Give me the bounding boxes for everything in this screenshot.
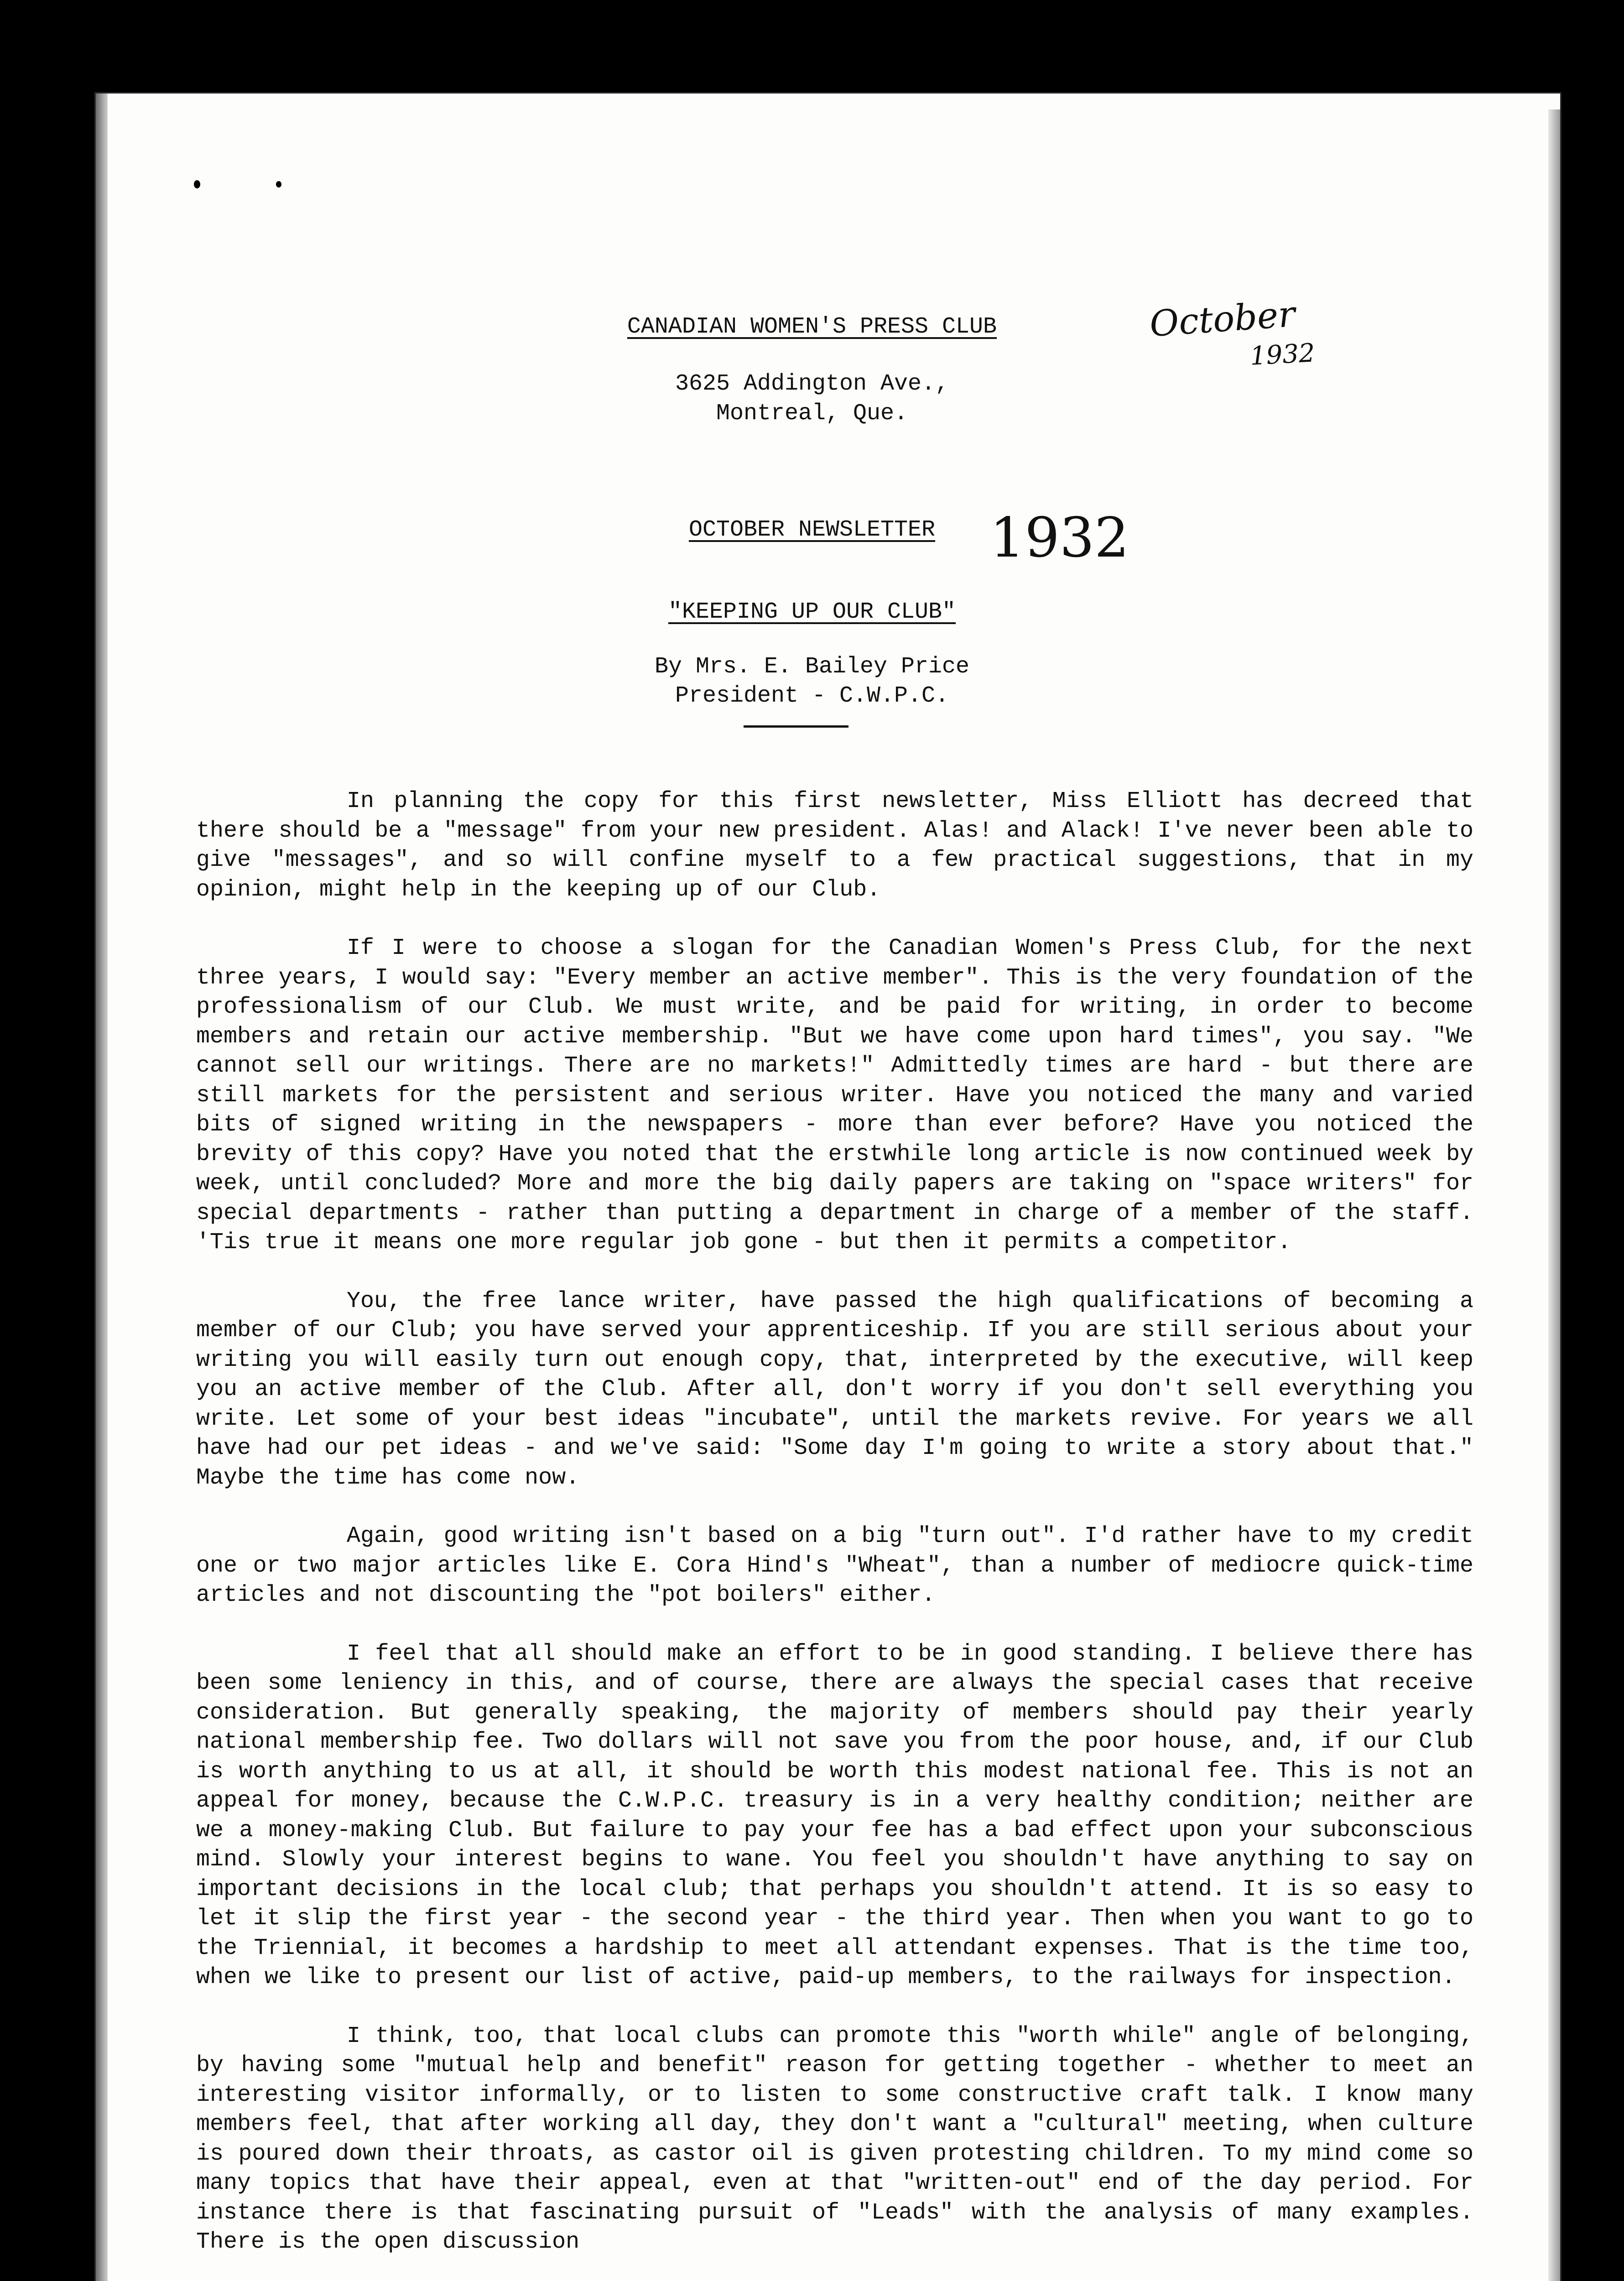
- newsletter-title: OCTOBER NEWSLETTER: [688, 517, 936, 543]
- body-paragraph: I think, too, that local clubs can promote this "worth while" angle of belonging, by having some "mutual help and benefit" reason for getting together - whether to meet an interesting visitor informally, or to listen to some constructive craft talk. I know many members feel, that after working all day, they don't want a "cultural" meeting, when culture is poured down their throats, as castor oil is given protesting children. To my mind come so many topics that have their appeal, even at that "written-out" end of the day period. For instance there is that fascinating pursuit of "Leads" with the analysis of many examples. There is the open discussion: [196, 2023, 1473, 2255]
- body-paragraph: You, the free lance writer, have passed the high qualifications of becoming a member of our Club; you have served your apprenticeship. If you are still serious about your writing you will easily turn out enough copy, that, interpreted by the executive, will keep you an active member of the Club. After all, don't worry if you don't sell everything you write. Let some of your best ideas "incubate", until the markets revive. For years we all have had our pet ideas - and we've said: "Some day I'm going to write a story about that." Maybe the time has come now.: [196, 1288, 1473, 1491]
- address-line-1: 3625 Addington Ave.,: [675, 371, 949, 397]
- punch-mark: [276, 181, 281, 187]
- letter-body: [196, 787, 1473, 2281]
- handwritten-month: October: [1148, 293, 1297, 345]
- address-line-2: Montreal, Que.: [716, 401, 908, 427]
- handwritten-year-small: 1932: [1249, 338, 1316, 371]
- byline: By Mrs. E. Bailey Price: [654, 654, 970, 680]
- page-binding-edge: [96, 94, 108, 2281]
- corner-speck: [1330, 58, 1339, 68]
- punch-mark: [194, 180, 200, 188]
- article-title: "KEEPING UP OUR CLUB": [668, 599, 956, 625]
- title-divider: [744, 725, 848, 728]
- body-paragraph: In planning the copy for this first newsletter, Miss Elliott has decreed that there should be a "message" from your new president. Alas! and Alack! I've never been able to give "messages", and so will confine myself to a few practical suggestions, that in my opinion, might help in the keeping up of our Club.: [196, 788, 1473, 903]
- byline-role: President - C.W.P.C.: [675, 683, 949, 709]
- page-right-edge: [1548, 109, 1560, 2281]
- handwritten-year-large: 1932: [990, 506, 1130, 570]
- body-paragraph: If I were to choose a slogan for the Canadian Women's Press Club, for the next three years, I would say: "Every member an active member". This is the very foundation of the professionalism of our Club. We must write, and be paid for writing, in order to become members and retain our active membership. "But we have come upon hard times", you say. "We cannot sell our writings. There are no markets!" Admittedly times are hard - but there are still markets for the persistent and serious writer. Have you noticed the many and varied bits of signed writing in the newspapers - more than ever before? Have you noticed the brevity of this copy? Have you noted that the erstwhile long article is now continued week by week, until concluded? More and more the big daily papers are taking on "space writers" for special departments - rather than putting a department in charge of a member of the staff. 'Tis true it means one more regular job gone - but then it permits a competitor.: [196, 935, 1473, 1255]
- club-name-heading: CANADIAN WOMEN'S PRESS CLUB: [627, 314, 997, 340]
- body-paragraph: Again, good writing isn't based on a big "turn out". I'd rather have to my credit one or two major articles like E. Cora Hind's "Wheat", than a number of mediocre quick-time articles and not discounting the "pot boilers" either.: [196, 1523, 1473, 1608]
- body-paragraph: I feel that all should make an effort to be in good standing. I believe there has been some leniency in this, and of course, there are always the special cases that receive consideration. But generally speaking, the majority of members should pay their yearly national membership fee. Two dollars will not save you from the poor house, and, if our Club is worth anything to us at all, it should be worth this modest national fee. This is not an appeal for money, because the C.W.P.C. treasury is in a very healthy condition; neither are we a money-making Club. But failure to pay your fee has a bad effect upon your subconscious mind. Slowly your interest begins to wane. You feel you shouldn't have anything to say on important decisions in the local club; that perhaps you shouldn't attend. It is so easy to let it slip the first year - the second year - the third year. Then when you want to go to the Triennial, it becomes a hardship to meet all attendant expenses. That is the time too, when we like to present our list of active, paid-up members, to the railways for inspection.: [196, 1640, 1473, 1990]
